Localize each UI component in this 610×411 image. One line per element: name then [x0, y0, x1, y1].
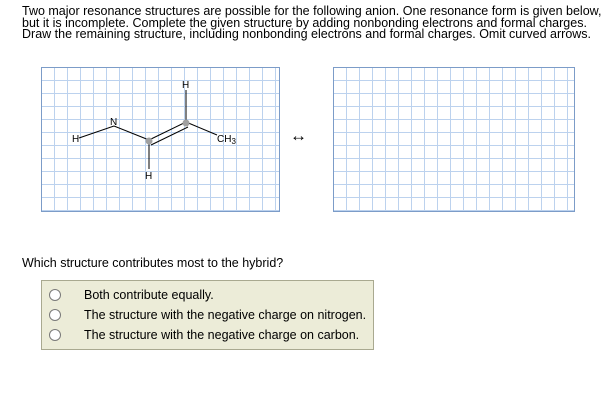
atom-nitrogen: N: [110, 117, 118, 128]
question-prompt: [22, 6, 607, 41]
hybrid-question: Which structure contributes most to the hybrid?: [22, 256, 284, 270]
prompt-line-1: Two major resonance structures are possible for the following anion. One resonance form is given below,: [22, 4, 602, 18]
option-label: Both contribute equally.: [84, 288, 214, 302]
option-negative-on-nitrogen[interactable]: [42, 306, 373, 324]
carbon-node-1: [146, 138, 153, 145]
drawing-canvas[interactable]: [333, 67, 575, 212]
resonance-arrow: ↔: [290, 126, 307, 145]
radio-button[interactable]: [49, 329, 61, 341]
anion-structure: [42, 68, 279, 211]
radio-button[interactable]: [49, 289, 61, 301]
atom-methyl: [217, 134, 236, 146]
given-structure-canvas[interactable]: [41, 67, 280, 212]
option-label: The structure with the negative charge on carbon.: [84, 328, 360, 342]
prompt-line-2: but it is incomplete. Complete the given structure by adding nonbonding electrons and formal charges.: [22, 15, 587, 30]
bond-c-ch3: [186, 122, 217, 135]
answer-options: [41, 280, 374, 350]
bond-h-n: [79, 126, 114, 138]
option-negative-on-carbon[interactable]: [42, 326, 373, 344]
option-both-equal[interactable]: [42, 286, 373, 304]
carbon-node-2: [183, 120, 190, 127]
bond-n-c: [114, 126, 149, 140]
methyl-subscript: 3: [231, 137, 236, 146]
atom-h-bottom: H: [145, 171, 153, 182]
methyl-label: CH: [217, 134, 232, 145]
atom-h-top: H: [182, 80, 190, 91]
prompt-line-3: Draw the remaining structure, including nonbonding electrons and formal charges. Omit curved arrows.: [22, 27, 592, 41]
atom-h-nitrogen: H: [72, 134, 80, 145]
option-label: The structure with the negative charge on nitrogen.: [84, 308, 367, 322]
radio-button[interactable]: [49, 309, 61, 321]
